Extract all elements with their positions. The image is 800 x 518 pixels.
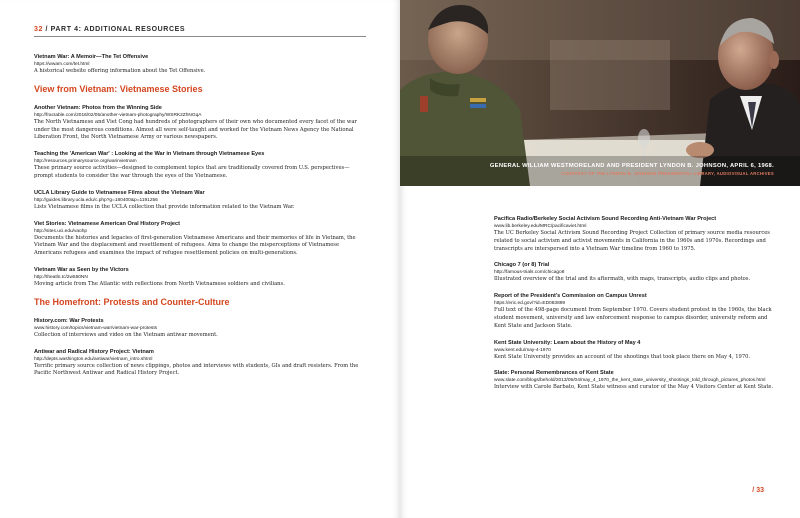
- right-page-footer: [752, 487, 764, 494]
- resource-entry: [494, 369, 774, 392]
- resource-entry: [34, 150, 366, 181]
- resource-entry: [34, 53, 366, 76]
- running-header: [34, 26, 185, 33]
- entry-description: The UC Berkeley Social Activism Sound Recording Project Collection of primary source media resources related to social activism and activist movements in California in the 1960s and 1970s. Recordings and transcripts are interspersed into a Vietnam War timeline from 1960 to 1975.: [494, 230, 770, 252]
- entry-description: Illustrated overview of the trial and its aftermath, with maps, transcripts, audio clips and photos.: [494, 276, 751, 283]
- photo-illustration: [400, 0, 800, 186]
- historical-photo: [400, 0, 800, 186]
- entry-url[interactable]: https://eric.ed.gov/?id=ED083899: [494, 301, 566, 307]
- entry-title: Pacifica Radio/Berkeley Social Activism Sound Recording Anti-Vietnam War Project: [494, 216, 717, 222]
- right-column: [494, 215, 774, 400]
- header-separator: /: [45, 26, 49, 33]
- entry-url[interactable]: https://wwam.com/tet.html: [34, 62, 90, 67]
- entry-url[interactable]: http://theatln.tc/2w550NN: [34, 274, 88, 280]
- resource-entry: [494, 261, 774, 284]
- resource-entry: [34, 348, 366, 379]
- entry-url[interactable]: http://resources.primarysource.org/warinvietnam: [34, 159, 137, 165]
- entry-description: A historical website offering information about the Tet Offensive.: [34, 68, 206, 74]
- resource-entry: [494, 339, 774, 362]
- right-page-number: 33: [756, 487, 764, 494]
- entry-description: Interview with Carole Barbato, Kent State witness and curator of the May 4 Visitors Center at Kent State.: [494, 384, 774, 391]
- entry-url[interactable]: www.slate.com/blogs/behold/2013/05/04/may_4_1970_the_kent_state_university_shootings_told_through_pictures_photos.html: [494, 378, 766, 384]
- entry-title: Antiwar and Radical History Project: Vietnam: [34, 348, 154, 355]
- entry-title: History.com: War Protests: [34, 317, 104, 324]
- entry-title: Chicago 7 (or 8) Trial: [494, 262, 550, 269]
- entry-description: Documents the histories and legacies of first-generation Vietnamese Americans and their memories of life in Vietnam, the Vietnam War and the displacement and resettlement of refugees. Aims to change the misperceptions of Vietnamese Americans refugees and examines the impact of refugee resettlement policies on multi-generations.: [34, 234, 356, 257]
- entry-title: UCLA Library Guide to Vietnamese Films about the Vietnam War: [34, 189, 205, 196]
- entry-url[interactable]: www.lib.berkeley.edu/MRC/pacificaviet.html: [494, 224, 587, 229]
- entry-url[interactable]: www.kent.edu/may-4-1970: [494, 347, 551, 353]
- entry-description: Full text of the 498-page document from September 1970. Covers student protest in the 1960s, the black student movement, university and law enforcement response to campus disorder, university reform and Kent State and Jackson State.: [494, 307, 772, 329]
- entry-url[interactable]: www.history.com/topics/vietnam-war/vietnam-war-protests: [34, 325, 158, 331]
- header-rule: [34, 36, 366, 37]
- entry-title: Teaching the 'American War' : Looking at the War in Vietnam through Vietnamese Eyes: [34, 151, 265, 158]
- entry-description: Kent State University provides an account of the shootings that took place there on May 4, 1970.: [494, 353, 751, 360]
- entry-url[interactable]: http://depts.washington.edu/antiwar/vietnam_intro.shtml: [34, 356, 153, 362]
- entry-title: Vietnam War: A Memoir—The Tet Offensive: [34, 54, 149, 60]
- entry-description: The North Vietnamese and Viet Cong had hundreds of photographers of their own who documented every facet of the war under the most dangerous conditions. Almost all were self-taught and worked for the Vietnam News Agency the National Liberation Front, the North Vietnamese Army or various newspapers.: [34, 118, 357, 141]
- entry-title: Kent State University: Learn about the History of May 4: [494, 339, 641, 346]
- resource-entry: [34, 104, 366, 142]
- header-section-title: PART 4: ADDITIONAL RESOURCES: [50, 26, 186, 33]
- entry-title: Viet Stories: Vietnamese American Oral History Project: [34, 220, 181, 227]
- entry-title: Slate: Personal Remembrances of Kent State: [494, 370, 614, 377]
- entry-title: Report of the President's Commission on Campus Unrest: [494, 293, 647, 300]
- entry-url[interactable]: http://sites.uci.edu/vaohp: [34, 228, 88, 234]
- entry-url[interactable]: http://famous-trials.com/chicago8: [494, 270, 565, 276]
- caption-credit: COURTESY OF THE LYNDON B. JOHNSON PRESIDENTIAL LIBRARY, AUDIOVISUAL ARCHIVES: [561, 171, 774, 176]
- resource-entry: [494, 292, 774, 330]
- entry-title: Another Vietnam: Photos from the Winning Side: [34, 104, 162, 111]
- entry-description: These primary source activities—designed to complement topics that are traditionally covered from U.S. perspectives—prompt students to consider the war through the eyes of the Vietnamese.: [34, 165, 350, 179]
- photo-caption: [490, 163, 774, 176]
- entry-description: Terrific primary source collection of news clippings, photos and interviews with students, GIs and draft resisters. From the Pacific Northwest Antiwar and Radical History Project.: [34, 362, 359, 377]
- left-column: [34, 53, 366, 386]
- resource-entry: [494, 215, 774, 253]
- entry-title: Vietnam War as Seen by the Victors: [34, 266, 129, 273]
- entry-description: Moving article from The Atlantic with reflections from North Vietnamese soldiers and civilians.: [34, 280, 285, 287]
- resource-entry: [34, 317, 366, 340]
- section-heading-vietnamese-stories: View from Vietnam: Vietnamese Stories: [34, 83, 203, 94]
- entry-description: Collection of interviews and video on the Vietnam antiwar movement.: [34, 331, 218, 338]
- section-heading-homefront: The Homefront: Protests and Counter-Culture: [34, 296, 230, 307]
- entry-url[interactable]: http://guides.library.ucla.edu/c.php?g=180400&p=1191256: [34, 197, 158, 203]
- resource-entry: [34, 220, 366, 258]
- entry-description: Lists Vietnamese films in the UCLA collection that provide information related to the Vietnam War.: [34, 203, 295, 210]
- caption-text: GENERAL WILLIAM WESTMORELAND AND PRESIDENT LYNDON B. JOHNSON, APRIL 6, 1968.: [489, 163, 774, 169]
- footer-separator: /: [752, 487, 755, 494]
- left-page-number: 32: [34, 26, 43, 33]
- resource-entry: [34, 266, 366, 289]
- entry-url[interactable]: http://fractable.com/2016/02/05/another-vietnam-photography/WSRK2ZhNGqA: [34, 112, 202, 118]
- resource-entry: [34, 189, 366, 212]
